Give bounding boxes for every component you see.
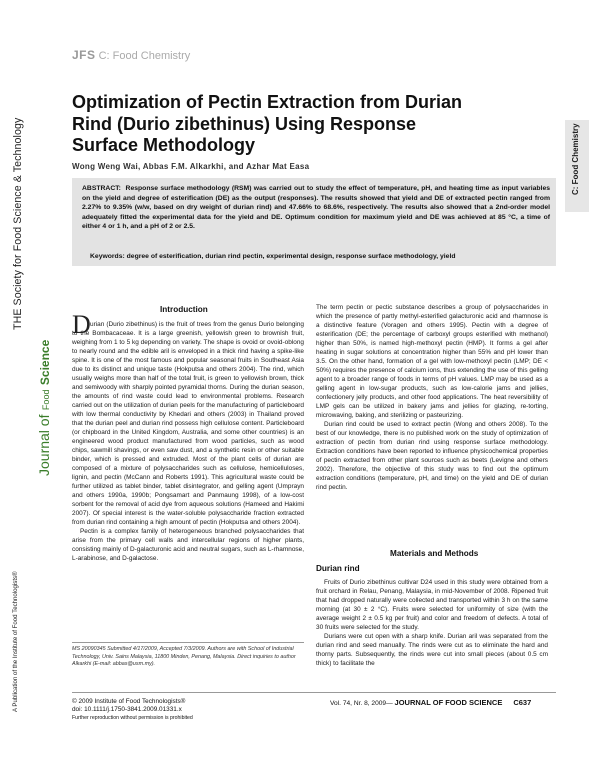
copyright-line: © 2009 Institute of Food Technologists® — [72, 698, 186, 705]
abstract-text: Response surface methodology (RSM) was carried out to study the effect of temperature, pH, and heating time as input variables on the yield and degree of esterification (DE) as the output (responses). The results showed that yield and DE of extracted pectin ranged from 2.27% to 9.35% (w/w, based on dry weight of durian rind) and 47.66% to 68.6%, respectively. The results also showed that a 2nd-order model adequately fitted the experimental data for the yield and DE. Optimum condition for maximum yield and DE was achieved at 85 °C, a time of either 4 or 1 h, and a pH of 2 or 2.5. — [82, 185, 551, 231]
journal-section-header — [72, 48, 190, 62]
keywords-label: Keywords: — [90, 253, 125, 260]
section-tab-label: C: Food Chemistry — [571, 123, 580, 195]
journal-logo-word-science: Science — [38, 339, 52, 386]
page-number: C637 — [513, 698, 532, 707]
journal-name: JOURNAL OF FOOD SCIENCE — [394, 698, 503, 707]
intro-heading: Introduction — [160, 305, 208, 314]
journal-logo — [36, 340, 54, 476]
materials-paragraph-2: Durians were cut open with a sharp knife. Durian aril was separated from the durian rind and seed manually. The rinds were cut as to eliminate the hard and thorny parts. Subsequently, the rinds were cut into small pieces (about 0.5 cm thick) to facilitate the — [316, 633, 548, 668]
publisher-banner: A Publication of the Institute of Food Technologists® — [12, 571, 19, 712]
section-name: C: Food Chemistry — [98, 50, 191, 62]
society-banner: THE Society for Food Science & Technology — [12, 117, 24, 330]
reproduction-notice: Further reproduction without permission is prohibited — [72, 715, 193, 722]
right-column — [316, 303, 548, 492]
article-title: Optimization of Pectin Extraction from Durian Rind (Durio zibethinus) Using Response Surface Methodology — [72, 92, 463, 155]
intro-paragraph-1 — [72, 320, 304, 527]
materials-text — [316, 578, 548, 668]
durian-rind-subheading: Durian rind — [316, 564, 360, 573]
journal-logo-word-food: Food — [41, 389, 51, 411]
keywords-paragraph — [90, 252, 550, 262]
left-column — [72, 320, 304, 563]
materials-heading: Materials and Methods — [390, 549, 479, 558]
abstract-label: ABSTRACT: — [82, 185, 121, 192]
doi-line: doi: 10.1111/j.1750-3841.2009.01331.x — [72, 706, 182, 714]
intro-paragraph-4: Durian rind could be used to extract pectin (Wong and others 2008). To the best of our knowledge, there is no published work on the study of optimization of extraction of pectin from durian rind using response surface methodology. Extraction conditions have been reported to influence physicochemical properties of pectin extracted from other plant sources such as beets (Levigne and others 2002). Therefore, the objective of this study was to find out the optimum extraction conditions (temperature, pH, and time) on the yield and DE of durian rind pectin. — [316, 421, 548, 492]
intro-body: It is a large greenish, yellowish green to brownish fruit, weighing from 1 to 5 kg depending on variety. The shape is ovoid or ovoid-oblong to nearly round and the edible aril is enveloped in a thick rind having a spike-like spine. It is one of the most famous and popular seasonal fruits in Southeast Asia due to its distinct and unique taste (Hokputsa and others 2004). The rind, which usually weighs more than half of the total fruit, is green to yellowish brown, thick and semiwoody with sharply pointed pyramidal thorns. During the durian season, the amounts of rind waste could lead to environmental problems. Research carried out on the utilization of durian peels for the manufacturing of particleboard with low thermal conductivity by Khedari and others (2003) in Thailand proved that the durian peel and durian rind possess high cellulose content. Particleboard (or chipboard in the United Kingdom, Australia, and some other countries) is an engineered wood product manufactured from wood particles, such as wood chips, sawmill shavings, or even saw dust, and a synthetic resin or other suitable binder, which is pressed and extruded. Most of the plant cells of durian are composed of a mixture of polysaccharides such as cellulose, hemicelluloses, lignin, and pectin (McCann and Roberts 1991). This agricultural waste could be further utilized as tablet binder, tablet disintegrator, and gelling agent (Umprayn and others 1990a, 1990b; Pongsamart and Panmaung 1998), of a low-cost sorbent for the removal of acid dye from aqueous solutions (Hameed and Hakimi 2007). Of special interest is the water-soluble polysaccharide fraction extracted from durian rind containing a high amount of pectin (Hokputsa and others 2004). — [72, 330, 305, 527]
keywords-text: degree of esterification, durian rind pectin, experimental design, response surface methodology, yield — [126, 253, 456, 260]
abstract-box — [72, 178, 556, 266]
drop-cap: D — [72, 310, 91, 339]
abstract-paragraph — [82, 184, 550, 232]
article-authors: Wong Weng Wai, Abbas F.M. Alkarkhi, and Azhar Mat Easa — [72, 162, 310, 171]
materials-paragraph-1: Fruits of Durio zibethinus cultivar D24 used in this study were obtained from a fruit orchard in Relau, Penang, Malaysia, in mid-November of 2008. Ripened fruit that had dropped naturally were collected and transported within 3 h on the same morning (at 30 ± 2 °C). Fruits were selected for uniformity of size (with the average weight 2 ± 0.5 kg per fruit) and color and freedom of defects. A total of 30 fruits were selected for the study. — [316, 579, 548, 632]
submission-footnote: MS 20090345 Submitted 4/17/2009, Accepted 7/3/2009. Authors are with School of Industrial Technology, Univ. Sains Malaysia, 11800 Minden, Penang, Malaysia. Direct inquiries to author Alkarkhi (E-mail: abbas@usm.my). — [72, 646, 296, 668]
volume-info: Vol. 74, Nr. 8, 2009— — [330, 700, 393, 707]
footer-divider — [72, 692, 556, 693]
intro-paragraph-3: The term pectin or pectic substance describes a group of polysaccharides in which the presence of partly methyl-esterified galacturonic acid and rhamnose is a distinctive feature (Voragen and others 1995). Pectin with a degree of esterification (DE; the percentage of carboxyl groups esterified with methanol) higher than 50%, is named high-methoxyl pectin (HMP). It forms a gel after heating in sugar solutions at concentration higher than 55% and pH lower than 3.5. On the other hand, formation of a gel with low-methoxyl pectin (LMP; DE < 50%) requires the presence of calcium ions, thus extending the use of this gelling agent to a broader range of foods in terms of pH values. LMP may be used as a gelling agent in low-sugar products, such as low-calorie jams and jellies, confectionery jelly products, and other food applications. The heat reversibility of LMP gels can be utilized in bakery jams and jellies for glazing, re-torting, microwaving, baking, and sterilizing or pasteurizing. — [316, 304, 548, 420]
footer-copyright-block — [72, 698, 193, 723]
intro-paragraph-2: Pectin is a complex family of heterogeneous branched polysaccharides that arise from the primary cell walls and intercellular regions of higher plants, consisting mainly of D-galacturonic acid and neutral sugars, such as L-rhamnose, L-arabinose, and D-galactose. — [72, 528, 304, 563]
jfs-mark: JFS — [72, 48, 96, 62]
journal-logo-word-journal: Journal of — [36, 414, 52, 476]
intro-lead: urian (Durio zibethinus) is the fruit of trees from the genus Durio belonging to the Bombacaceae. — [72, 321, 304, 338]
footer-citation — [330, 698, 531, 707]
footnote-divider — [72, 642, 304, 643]
